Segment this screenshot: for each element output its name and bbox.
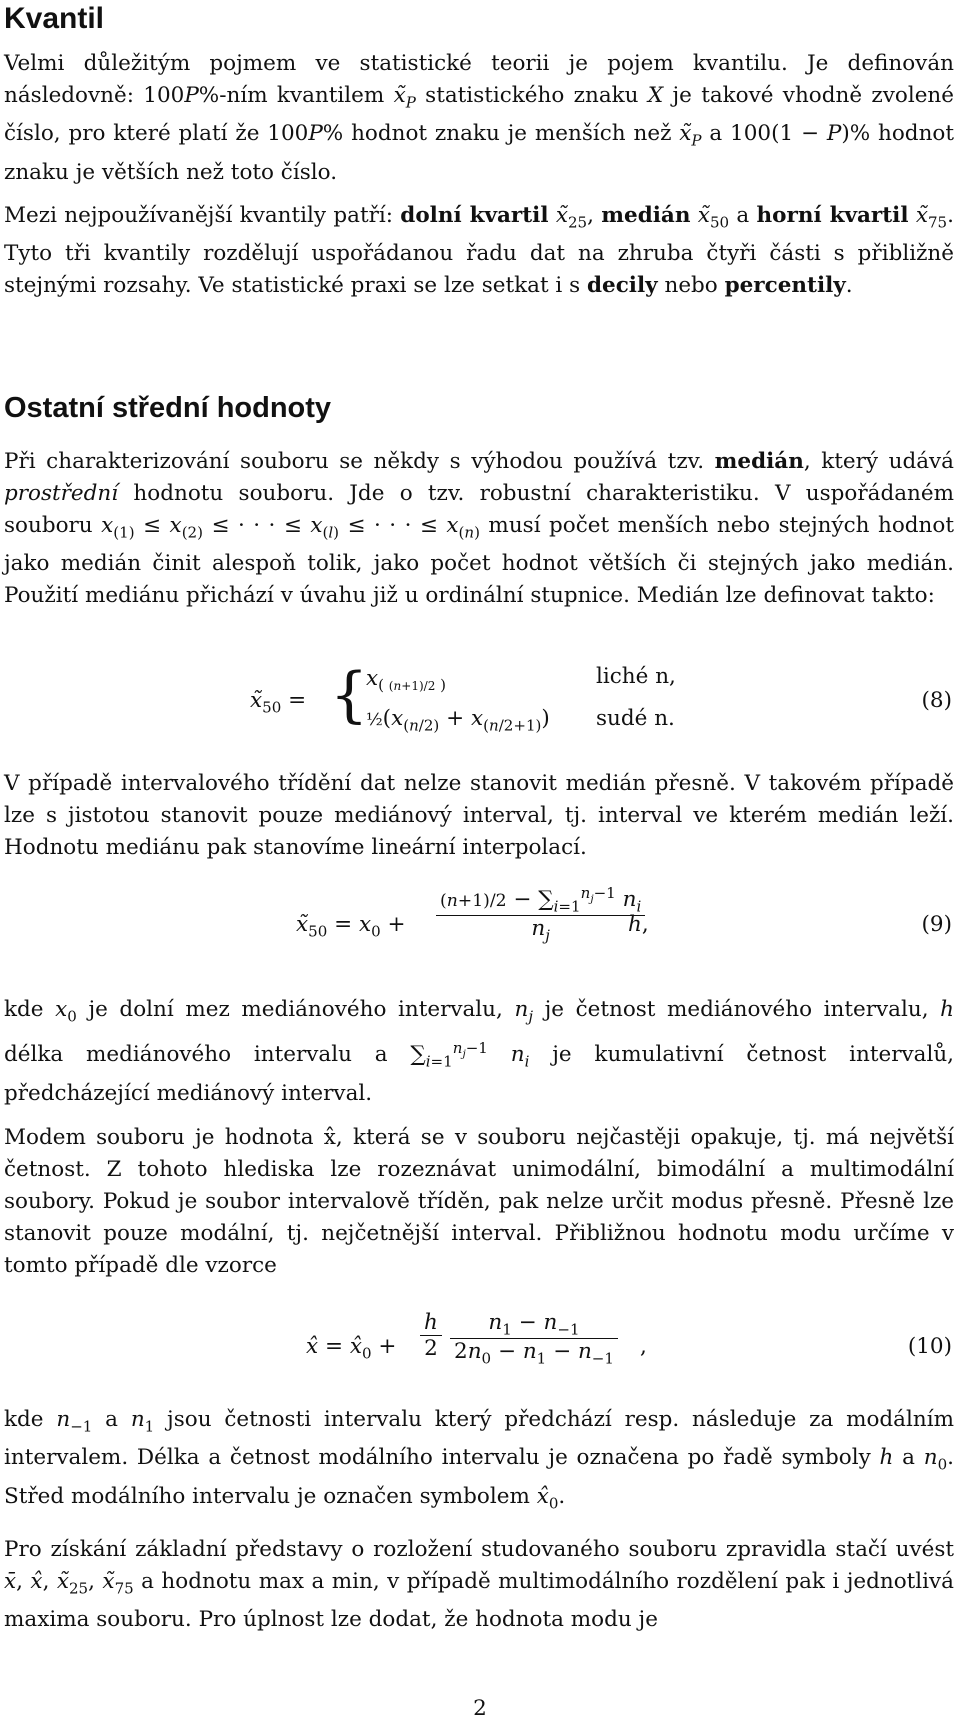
paragraph-eq9-legend: kde $x_0$ je dolní mez mediánového intervalu, $n_j$ je četnost mediánového intervalu, h délka mediánového intervalu a $\sum_{i=1}^{n_j-1}$ $n_i$ je kumulativní četnost intervalů, předcházející mediánový interval. bbox=[4, 997, 955, 1106]
paragraph-kvantil-types: Mezi nejpoužívanější kvantily patří: dolní kvartil $x̃_{25}$, medián $x̃_{50}$ a horní kvartil $x̃_{75}$. Tyto tři kvantily rozdělují uspořádanou řadu dat na zhruba čtyři části s přibližně stejnými rozsahy. Ve statistické praxi se lze setkat i s decily nebo percentily. bbox=[4, 203, 954, 299]
paragraph-eq10-legend: kde $n_{-1}$ a $n_1$ jsou četnosti intervalu který předchází resp. následuje za modálním intervalem. Délka a četnost modálního intervalu je označena po řadě symboly h a $n_0$. Střed modálního intervalu je označen symbolem $x̂_0$. bbox=[4, 1407, 954, 1512]
section-title-kvantil: Kvantil bbox=[4, 2, 105, 35]
page-number: 2 bbox=[473, 1696, 487, 1721]
section-title-ostatni: Ostatní střední hodnoty bbox=[4, 392, 332, 424]
eq8-case-even: sudé n. bbox=[596, 706, 675, 731]
paragraph-median: Při charakterizování souboru se někdy s výhodou používá tzv. medián, který udává prostřední hodnotu souboru. Jde o tzv. robustní charakteristiku. V uspořádaném souboru $x_{(1)} \le x_{(2)}$ ≤ · · · ≤ $x_{(l)}$ ≤ · · · ≤ $x_{(n)}$ musí počet menších nebo stejných hodnot jako medián činit alespoň tolik, jako počet hodnot větších či stejných jako medián. Použití mediánu přichází v úvahu již u ordinální stupnice. Medián lze definovat takto: bbox=[4, 449, 954, 609]
eq8-case-odd: liché n, bbox=[596, 664, 676, 689]
paragraph-kvantil-definition: Velmi důležitým pojmem ve statistické teorii je pojem kvantilu. Je definován následovně: 100P%-ním kvantilem $x̃_P$ statistického znaku X je takové vhodně zvolené číslo, pro které platí že 100P% hodnot znaku je menších než $x̃_P$ a 100(1 − P)% hodnot znaku je větších než toto číslo. bbox=[4, 51, 954, 185]
paragraph-modus: Modem souboru je hodnota x̂, která se v souboru nejčastěji opakuje, tj. má největší četnost. Z tohoto hlediska lze rozeznávat unimodální, bimodální a multimodální soubory. Pokud je soubor intervalově tříděn, pak nelze určit modus přesně. Přesně lze stanovit pouze modální, tj. nejčetnější interval. Přibližnou hodnotu modu určíme v tomto případě dle vzorce bbox=[4, 1125, 954, 1278]
paragraph-summary: Pro získání základní představy o rozložení studovaného souboru zpravidla stačí uvést x̄, x̂, $x̃_{25}$, $x̃_{75}$ a hodnotu max a min, v případě multimodálního rozdělení pak i jednotlivá maxima souboru. Pro úplnost lze dodat, že hodnota modu je bbox=[4, 1537, 954, 1633]
paragraph-interval-median: V případě intervalového třídění dat nelze stanovit medián přesně. V takovém případě lze s jistotou stanovit pouze mediánový interval, tj. interval ve kterém medián leží. Hodnotu mediánu pak stanovíme lineární interpolací. bbox=[4, 771, 954, 860]
eq10-number: (10) bbox=[907, 1334, 952, 1359]
equation-10: x̂ = $x̂_0$ + $\frac{h}{2}$ $\frac{n_1 - n_{-1}}{2n_0 - n_1 - n_{-1}}$ , (10) bbox=[306, 1310, 952, 1368]
eq9-number: (9) bbox=[921, 912, 952, 937]
equation-8: $x̃_{50}$ = { $x_{( (n+1)/2 )}$ $\frac{1}{2}(x_{(n/2)} + x_{(n/2+1)})$ liché n, sudé n. (8) bbox=[250, 660, 952, 735]
equation-9: $x̃_{50} = x_0$ + $\frac{(n+1)/2 - \sum_{i=1}^{n_j-1} n_i}{n_j}$ h, (9) bbox=[296, 884, 952, 945]
eq8-number: (8) bbox=[921, 688, 952, 713]
